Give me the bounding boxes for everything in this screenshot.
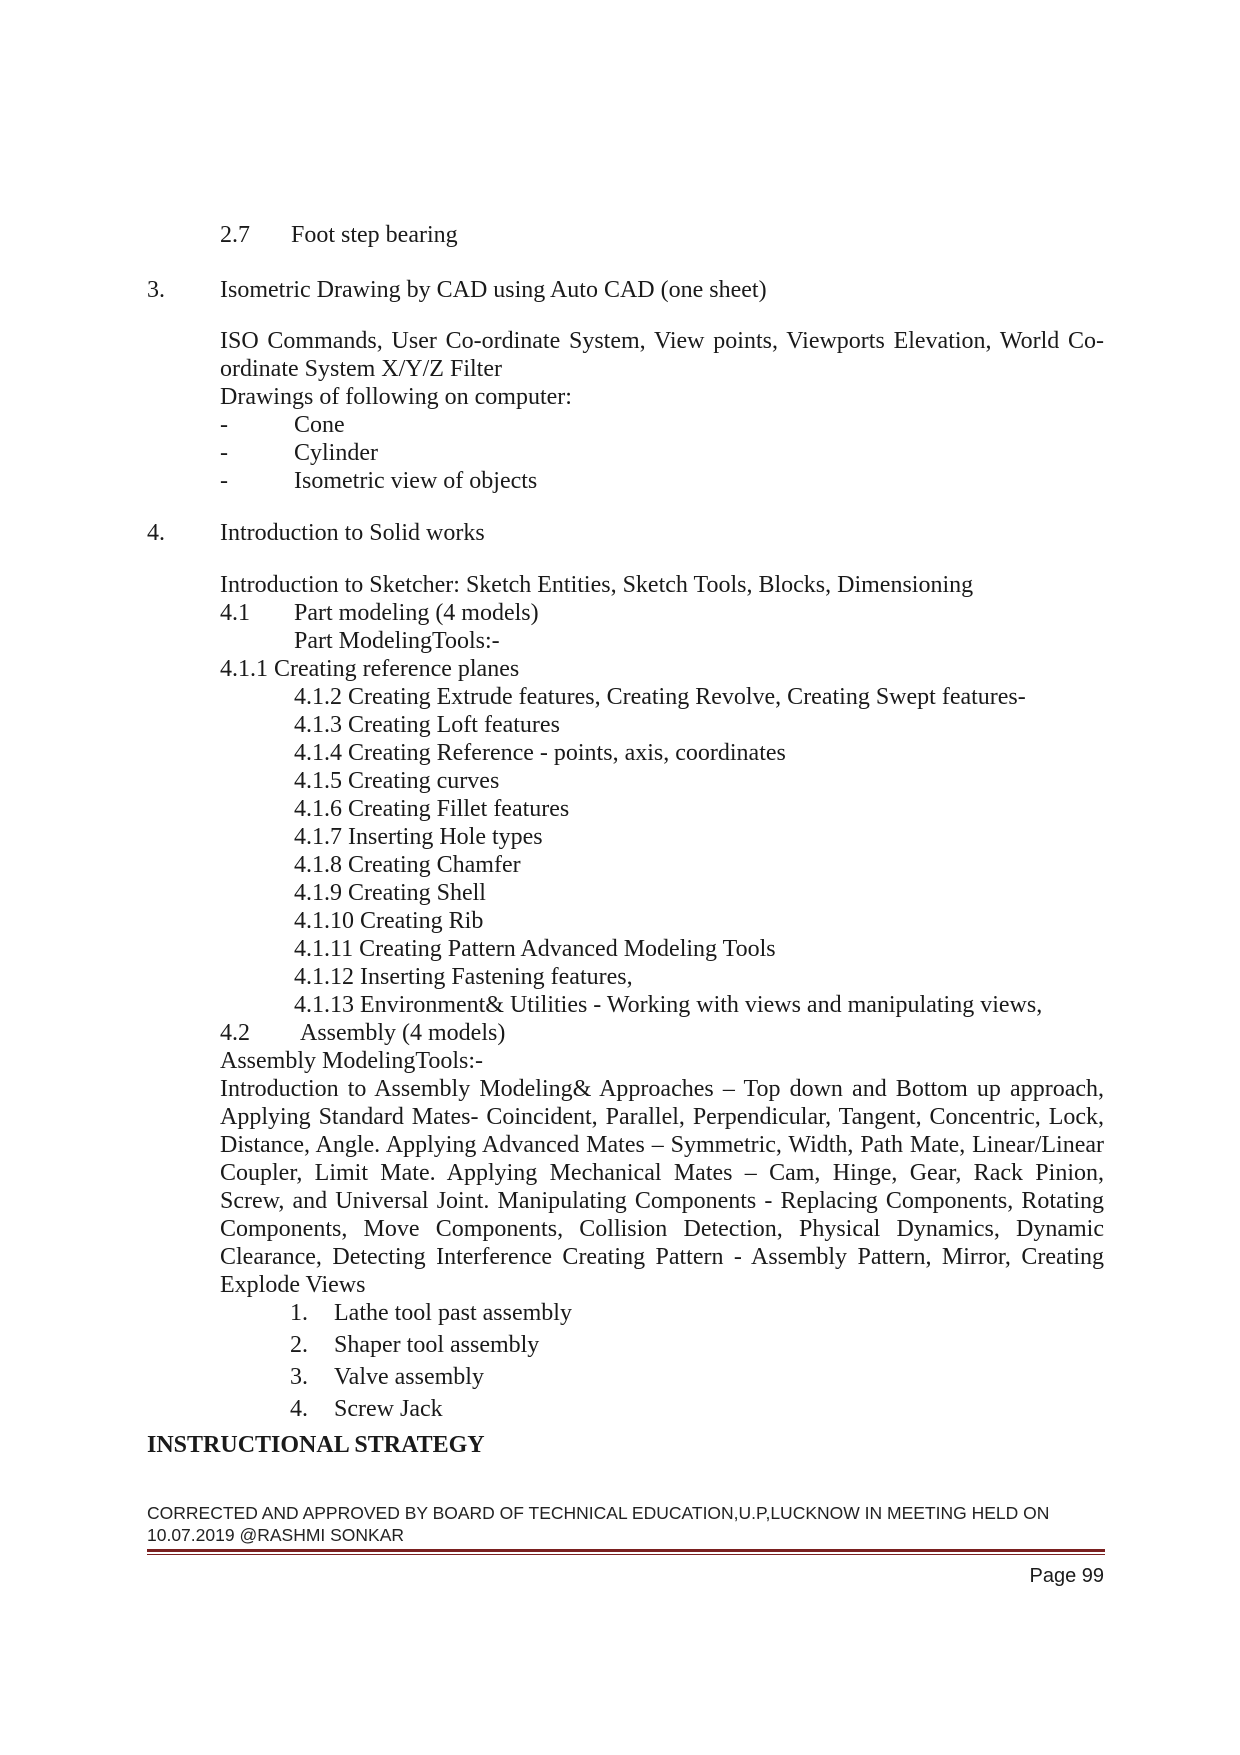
- drawings-intro: Drawings of following on computer:: [220, 384, 572, 410]
- subitem: 4.1.6 Creating Fillet features: [294, 796, 570, 822]
- assembly-number: 1.: [290, 1300, 308, 1326]
- assembly-paragraph: Introduction to Assembly Modeling& Approaches – Top down and Bottom up approach, Applying Standard Mates- Coincident, Parallel, Perpendicular, Tangent, Concentric, Lock, Distance, Angle. Applying Advanced Mates – Symmetric, Width, Path Mate, Linear/Linear Coupler, Limit Mate. Applying Mechanical Mates – Cam, Hinge, Gear, Rack Pinion, Screw, and Universal Joint. Manipulating Components - Replacing Components, Rotating Components, Move Components, Collision Detection, Physical Dynamics, Dynamic Clearance, Detecting Interference Creating Pattern - Assembly Pattern, Mirror, Creating Explode Views: [220, 1076, 1104, 1298]
- assembly-number: 4.: [290, 1396, 308, 1422]
- section-title: Introduction to Solid works: [220, 520, 485, 546]
- item-number: 2.7: [220, 222, 250, 248]
- iso-commands-paragraph: ISO Commands, User Co-ordinate System, View points, Viewports Elevation, World Co-ordinate System X/Y/Z Filter: [220, 328, 1104, 382]
- subsection-title: Assembly (4 models): [300, 1020, 506, 1046]
- assembly-number: 3.: [290, 1364, 308, 1390]
- bullet-item: Isometric view of objects: [294, 468, 538, 494]
- item-text: Foot step bearing: [291, 222, 458, 248]
- bullet-item: Cylinder: [294, 440, 378, 466]
- instructional-strategy-heading: INSTRUCTIONAL STRATEGY: [147, 1432, 485, 1458]
- subitem: 4.1.10 Creating Rib: [294, 908, 484, 934]
- assembly-number: 2.: [290, 1332, 308, 1358]
- subitem: 4.1.2 Creating Extrude features, Creating Revolve, Creating Swept features-: [294, 684, 1026, 710]
- assembly-item: Screw Jack: [334, 1396, 443, 1422]
- page-number: Page 99: [1029, 1565, 1104, 1587]
- footer-rule: [147, 1549, 1105, 1552]
- footer-line-2: 10.07.2019 @RASHMI SONKAR: [147, 1525, 405, 1545]
- assembly-item: Lathe tool past assembly: [334, 1300, 572, 1326]
- tools-label: Part ModelingTools:-: [294, 628, 500, 654]
- tools-label: Assembly ModelingTools:-: [220, 1048, 483, 1074]
- footer-note: [147, 1502, 1049, 1546]
- subitem: 4.1.3 Creating Loft features: [294, 712, 560, 738]
- subsection-number: 4.2: [220, 1020, 250, 1046]
- bullet-item: Cone: [294, 412, 345, 438]
- bullet-mark: -: [220, 412, 228, 438]
- subitem: 4.1.5 Creating curves: [294, 768, 500, 794]
- subitem: 4.1.9 Creating Shell: [294, 880, 486, 906]
- assembly-item: Valve assembly: [334, 1364, 484, 1390]
- subitem: 4.1.8 Creating Chamfer: [294, 852, 521, 878]
- subsection-number: 4.1: [220, 600, 250, 626]
- subitem: 4.1.13 Environment& Utilities - Working with views and manipulating views,: [294, 992, 1043, 1018]
- section-number: 4.: [147, 520, 165, 546]
- subitem: 4.1.12 Inserting Fastening features,: [294, 964, 633, 990]
- section-number: 3.: [147, 277, 165, 303]
- footer-line-1: CORRECTED AND APPROVED BY BOARD OF TECHNICAL EDUCATION,U.P,LUCKNOW IN MEETING HELD ON: [147, 1503, 1050, 1523]
- subitem: 4.1.4 Creating Reference - points, axis, coordinates: [294, 740, 786, 766]
- subitem: 4.1.7 Inserting Hole types: [294, 824, 543, 850]
- bullet-mark: -: [220, 440, 228, 466]
- sketcher-intro: Introduction to Sketcher: Sketch Entities, Sketch Tools, Blocks, Dimensioning: [220, 572, 974, 598]
- assembly-item: Shaper tool assembly: [334, 1332, 540, 1358]
- subitem: 4.1.1 Creating reference planes: [220, 656, 520, 682]
- footer-rule-thin: [147, 1554, 1105, 1555]
- bullet-mark: -: [220, 468, 228, 494]
- subitem: 4.1.11 Creating Pattern Advanced Modeling Tools: [294, 936, 776, 962]
- subsection-title: Part modeling (4 models): [294, 600, 539, 626]
- section-title: Isometric Drawing by CAD using Auto CAD (one sheet): [220, 277, 767, 303]
